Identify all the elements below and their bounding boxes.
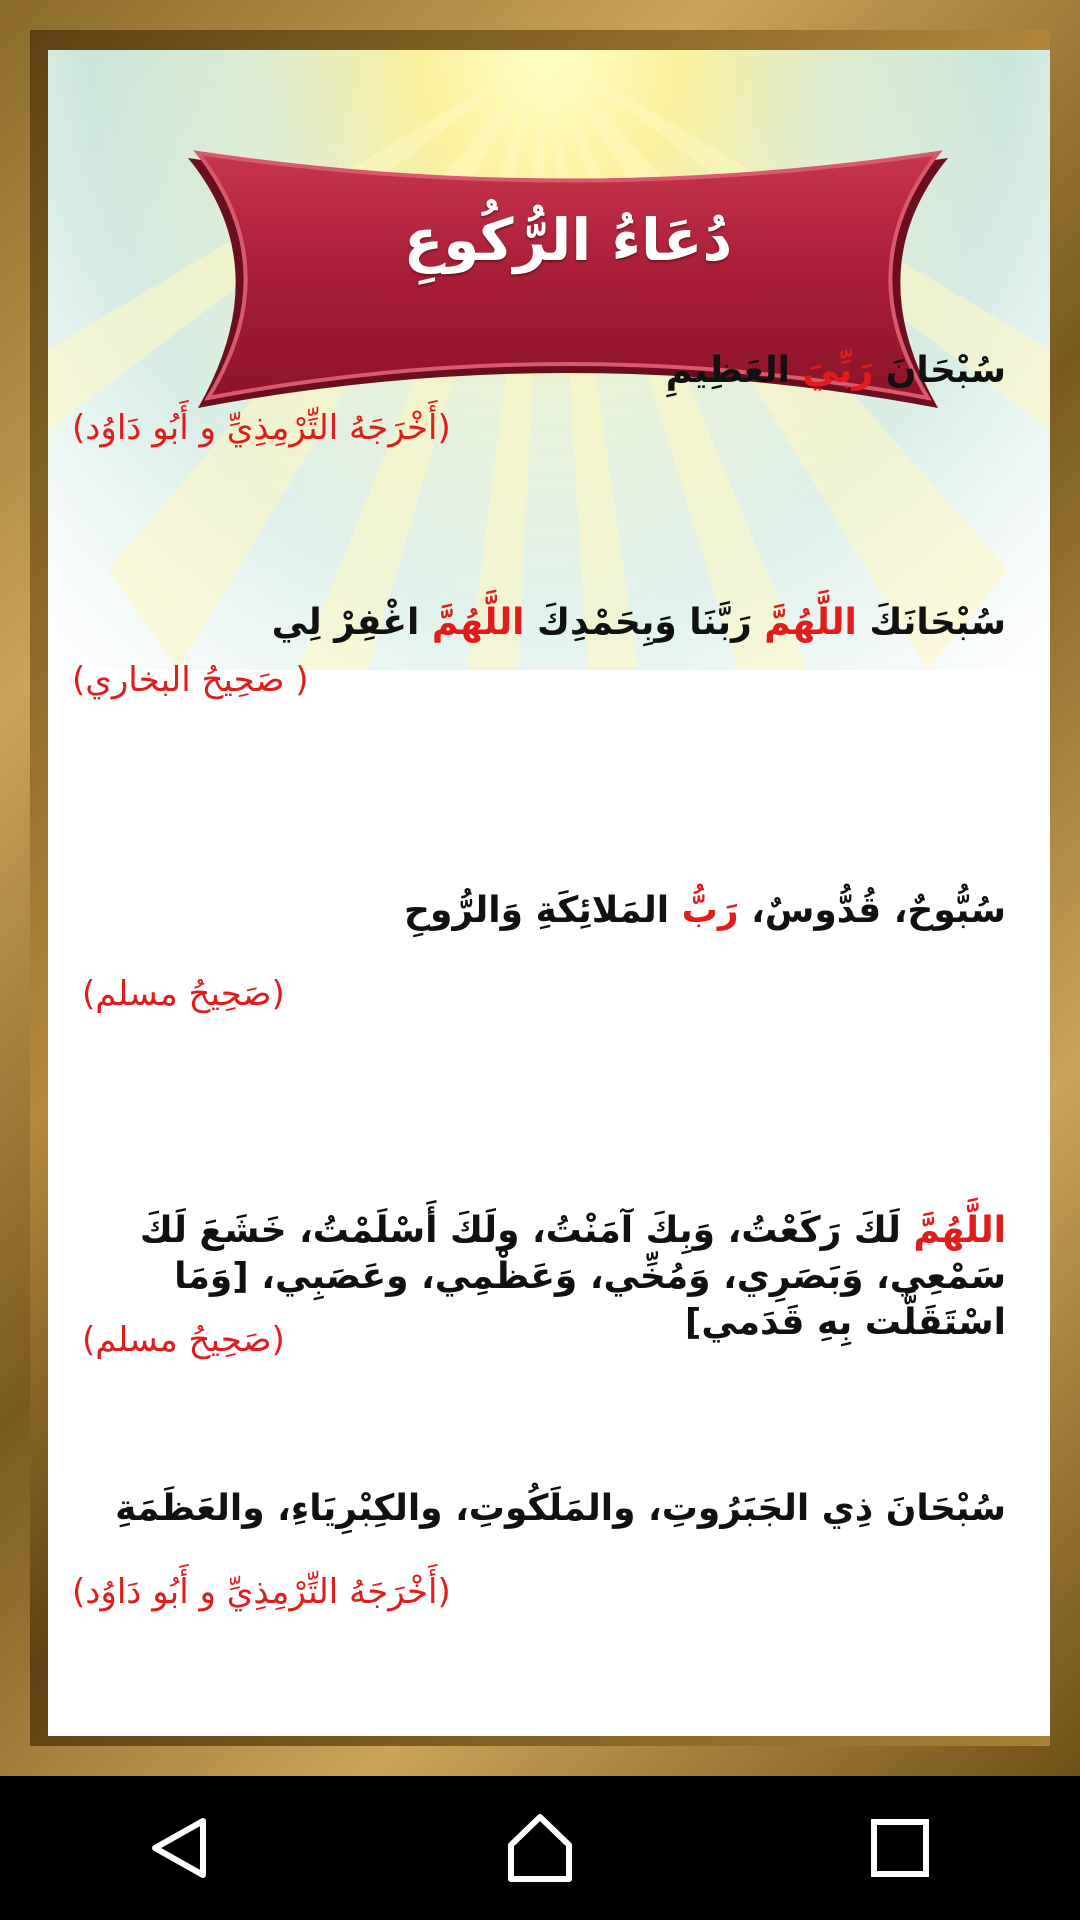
dua-text: سُبْحَانَ رَبِّيَ العَظِيمِ [665, 350, 1006, 391]
dua-source: (صَحِيحُ مسلم) [82, 974, 285, 1014]
back-button[interactable] [120, 1788, 240, 1908]
content-panel [48, 50, 1050, 1736]
home-icon [503, 1811, 577, 1885]
dua-source: (أَخْرَجَهُ التِّرْمِذِيِّ و أَبُو دَاوُد) [72, 408, 451, 448]
back-triangle-icon [145, 1813, 215, 1883]
page-title: دُعَاءُ الرُّكُوعِ [403, 206, 733, 274]
home-button[interactable] [480, 1788, 600, 1908]
dua-source: ( صَحِيحُ البخاري) [72, 660, 309, 700]
recents-button[interactable] [840, 1788, 960, 1908]
dua-source: (صَحِيحُ مسلم) [82, 1320, 285, 1360]
dua-text: اللَّهُمَّ لَكَ رَكَعْتُ، وَبِكَ آمَنْتُ، ولَكَ أَسْلَمْتُ، خَشَعَ لَكَ سَمْعِي، وَبَصَرِي، وَمُخِّي، وَعَظْمِي، وعَصَبِي، [وَمَا اسْتَقَلَّت بِهِ قَدَمي] [139, 1210, 1006, 1343]
dua-text: سُبْحَانَ ذِي الجَبَرُوتِ، والمَلَكُوتِ، والكِبْرِيَاءِ، والعَظَمَةِ [115, 1488, 1006, 1529]
dua-source: (أَخْرَجَهُ التِّرْمِذِيِّ و أَبُو دَاوُد) [72, 1572, 451, 1612]
recents-square-icon [869, 1817, 931, 1879]
dua-text: سُبْحَانَكَ اللَّهُمَّ رَبَّنَا وَبِحَمْدِكَ اللَّهُمَّ اغْفِرْ لِي [271, 602, 1006, 643]
dua-text: سُبُّوحٌ، قُدُّوسٌ، رَبُّ المَلائِكَةِ وَالرُّوحِ [404, 890, 1006, 931]
system-nav-bar [0, 1776, 1080, 1920]
